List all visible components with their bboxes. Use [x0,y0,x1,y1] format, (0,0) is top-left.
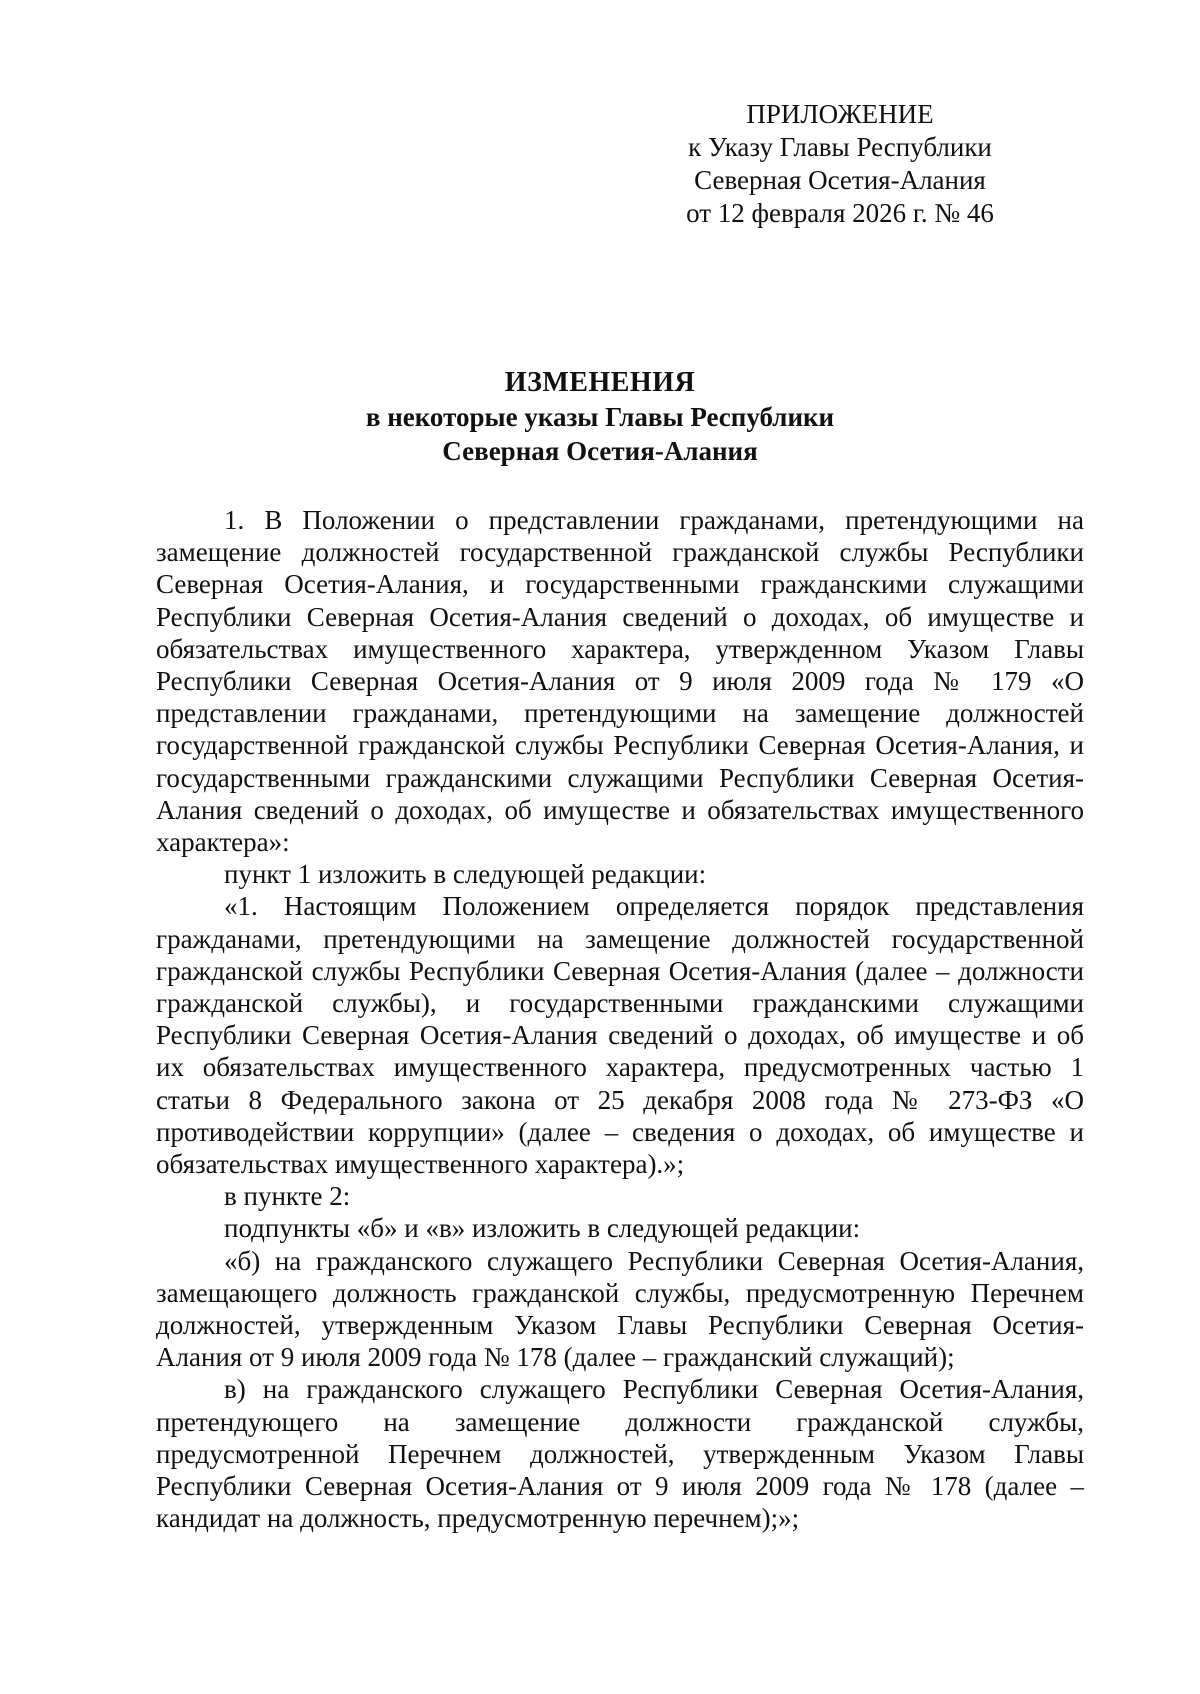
document-title: ИЗМЕНЕНИЯ [504,367,696,398]
attachment-decree-reference: к Указу Главы Республики [688,132,992,162]
paragraph-3: «1. Настоящим Положением определяется порядок представления гражданами, претендующими на замещение должностей государственной гражданской службы Республики Северная Осетия-Алания (далее – должности гражданской службы), и государственными гражданскими служащими Республики Северная Осетия-Алания сведений о доходах, об имуществе и об их обязательствах имущественного характера, предусмотренных частью 1 статьи 8 Федерального закона от 25 декабря 2008 года № 273-ФЗ «О противодействии коррупции» (далее – сведения о доходах, об имуществе и обязательствах имущественного характера).»; [156,891,1084,1180]
document-subtitle-line-2: Северная Осетия-Алания [442,436,758,466]
document-subtitle-line-1: в некоторые указы Главы Республики [365,402,835,432]
document-body [156,504,1084,1535]
document-title-block [160,366,1040,468]
attachment-date-number: от 12 февраля 2026 г. № 46 [686,198,994,228]
paragraph-1: 1. В Положении о представлении гражданами, претендующими на замещение должностей государственной гражданской службы Республики Северная Осетия-Алания, и государственными гражданскими служащими Республики Северная Осетия-Алания сведений о доходах, об имуществе и обязательствах имущественного характера, утвержденном Указом Главы Республики Северная Осетия-Алания от 9 июля 2009 года № 179 «О представлении гражданами, претендующими на замещение должностей государственной гражданской службы Республики Северная Осетия-Алания, и государственными гражданскими служащими Республики Северная Осетия-Алания сведений о доходах, об имуществе и обязательствах имущественного характера»: [156,505,1084,858]
paragraph-4: в пункте 2: [224,1181,351,1212]
attachment-republic-name: Северная Осетия-Алания [694,165,986,195]
paragraph-2: пункт 1 изложить в следующей редакции: [224,859,707,890]
paragraph-6: «б) на гражданского служащего Республики Северная Осетия-Алания, замещающего должность гражданской службы, предусмотренную Перечнем должностей, утвержденным Указом Главы Республики Северная Осетия-Алания от 9 июля 2009 года № 178 (далее – гражданский служащий); [156,1245,1084,1373]
attachment-block [640,98,1040,230]
paragraph-5: подпункты «б» и «в» изложить в следующей редакции: [224,1213,861,1244]
attachment-heading: ПРИЛОЖЕНИЕ [746,99,934,129]
paragraph-7: в) на гражданского служащего Республики Северная Осетия-Алания, претендующего на замещение должности гражданской службы, предусмотренной Перечнем должностей, утвержденным Указом Главы Республики Северная Осетия-Алания от 9 июля 2009 года № 178 (далее – кандидат на должность, предусмотренную перечнем);»; [156,1374,1084,1534]
